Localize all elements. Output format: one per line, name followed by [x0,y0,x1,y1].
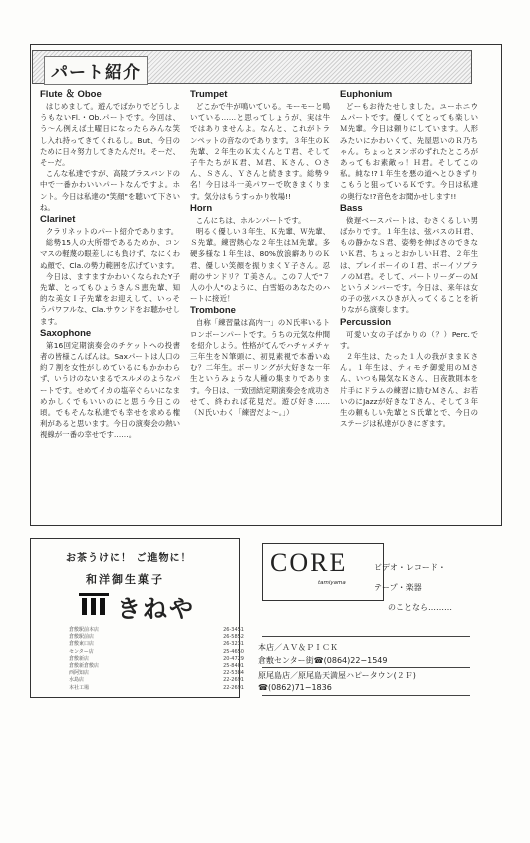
core-services [374,558,452,618]
kineya-branch-name: センター店 [69,648,94,655]
core-divider-3 [262,695,470,696]
flute-paragraph-1: はじめまして。遊んでばかりでどうしようもないFl.・Ob.パートです。今回は、う〜ん例えば土曜日になったらみんな笑し入れ持ってきてくれるし。But、今日のために日々努力してきたんだ!!。そーだ、そーだ。 [40,102,180,168]
bass-heading: Bass [340,202,363,214]
kineya-branch-row [69,685,244,692]
kineya-branch-name: 倉敷新倉敷店 [69,663,100,670]
trumpet-paragraph-1: どこかで牛が鳴いている。モーモーと鳴いている……と思ってしょうが、実は牛ではありませんよ。なんと、これがトランペットの音なのであります。３年生のＫ先輩、２年生のＫ太くんとＴ君、そして子牛たちがＫ君、Ｍ君、Ｋさん、Ｏさん、Ｓさん、Ｙさんと続きます。総勢９名！今日は斗一美パワーで吹きまくります。気分はもうすっかり牧場!! [190,102,330,201]
kineya-branch-tel: 22-2691 [223,677,244,684]
clarinet-heading: Clarinet [40,214,76,226]
kineya-branch-tel: 25-8401 [223,663,244,670]
kineya-branch-tel: 26-3231 [223,641,244,648]
kineya-branch-tel: 25-4650 [223,648,244,655]
kineya-branch-name: 水島店 [69,677,85,684]
kineya-branch-tel: 26-5852 [223,634,244,641]
core-service-2: テープ・楽器 [374,583,422,592]
saxophone-heading: Saxophone [40,327,92,339]
clarinet-paragraph-1: クラリネットのパート紹介であります。 [45,227,179,237]
kineya-branch-row [69,663,244,670]
percussion-paragraph-2: ２年生は、たった１人の我がままＫさん。１年生は、ティモチ御愛用のＭさん、いつも陽気なＫさん、日夜教則本を片手にドラムの練習に励むＭさん、お若いのにJazzが好きなＴさん、そして３年生の頼もしい先輩とＳ氏輩とで、今日のステージは私達がひきにぎます。 [340,352,478,429]
horn-heading: Horn [190,202,213,214]
trombone-paragraph-1: 自称「練習量は高内一」のＮ氏率いるトロンボーンパートです。うちの元気な仲間を紹介しよう。性格がてんでハチャメチャ三年生をＮ筆頭に、初見素視で本番いぬむ？二年生。ボーリングが大好きな一年生というみょうな人種の集まりであります。今日は、一致団結定期演奏会を成功させて、終われば花見だ。遊び好き……（Ｎ氏いわく「練習だよ～。」） [190,318,330,418]
core-sub-logo: tamiyama [318,580,346,586]
euphonium-heading: Euphonium [340,89,393,100]
percussion-paragraph-1: 可愛い女の子ばかりの（？）Perc.です。 [340,329,478,350]
kineya-branch-row [69,656,244,663]
core-service-3: のことなら……… [388,603,452,612]
kineya-branch-name: 倉敷新店 [69,655,90,662]
column-1 [40,88,180,441]
kineya-branch-list [69,627,244,692]
kineya-branch-name: 本社工場 [69,684,90,691]
clarinet-paragraph-2: 総勢15人の大所帯であるためか、コンマスの軽蔑の眼差しにも負けず、なにくわぬ顔で、Cla.の勢力範囲を広げています。 [40,238,180,270]
page-title: パート紹介 [44,56,148,85]
core-shop-3: 原尾島店／原尾島天満屋ハピータウン(２Ｆ) [258,671,416,680]
horn-paragraph-1: こんにちは、ホルンパートです。 [195,215,306,225]
kineya-category: 和洋御生菓子 [86,573,164,586]
clarinet-paragraph-3: 今日は、ますますかわいくなられたY子先輩、とってもひょうきんＳ恵先輩、知的な美女Ｉ子先輩をお迎えして、いっそうパワフルな、Cla.サウンドをお聴かせします。 [40,271,180,326]
core-service-1: ビデオ・レコード・ [374,563,446,572]
kineya-branch-name: 西阿知店 [69,670,90,677]
kineya-branch-name: 倉敷東口店 [69,641,95,648]
kineya-branch-row [69,649,244,656]
horn-paragraph-2: 明るく優しい３年生、Ｋ先輩、Ｗ先輩、Ｓ先輩。練習熱心な２年生はＭ先輩。多硬多様な１年生は、80%放浪癖ありのＫ君、優しい笑顔を振りまくＹ子さん。忍耐のサンドリ？Ｔ美さん。この７人で"７人の小人"のように、白雪姫のあなたのハートに接近！ [190,227,330,304]
kineya-branch-row [69,670,244,677]
core-divider-1 [262,636,470,637]
core-logo: CORE [270,548,348,577]
flute-paragraph-2: こんな私達ですが、高陵ブラスバンドの中で一番かわいいパートなんですよ。ホント。今日は私達の"笑顔"を聴いて下さいね。 [40,169,180,212]
core-divider-2 [262,667,470,668]
euphonium-paragraph-1: どーもお待たせしました。ユーホニウムパートです。優しくてとっても楽しいＭ先輩。今日は頼りにしています。人形みたいにかわいくて、先屋思いのＲ乃ちゃん。ちょっとヌンボのずれたところがあってもお素敵っ！Ｈ君。そしてこの私。純な!?１年生を悪の道へとひきずりこもうと狙っているＫです。今日は私達の奥行な!?音色をお聞かせします!! [340,102,478,201]
saxophone-paragraph-1: 第16回定期演奏会のチケットへの投書者の皆様こんばんは。Saxパートは人口の約７割を女性がしめているにもかかわらず、いうけのないまるでスルメのようなパートです。せめてイカの塩辛ぐらいになまめかしくでもいいのにと思う今日この頃。でもそんな私達でも幸せを求める権利があると思います。今日の演奏会の熱い視線が一番の幸せです……。 [40,340,180,440]
kineya-name: きねや [117,595,195,623]
kineya-branch-row [69,677,244,684]
kineya-branch-tel: 22-5384 [223,670,244,677]
bass-paragraph-1: 倹遅ベースパートは、むさくるしい男ばかりです。１年生は、弦バスのＨ君、もの静かなＳ君、姿勢を伸ばさのできないＫ君、ちょっとおかしいＨ君、２年生は、プレイボーイのＩ君、ボーイソプラノのＭ君。そして、パートリーダーのＭというメンバーです。今日は、来年は女の子の弦バスひきが入ってくることを祈りながら演奏します。 [340,215,478,315]
core-shop-1: 本店／ＡＶ＆ＰＩＣＫ [258,643,338,652]
kineya-tagline: お茶うけに！ ご進物に！ [66,553,192,564]
kineya-branch-tel: 20-4729 [223,655,244,662]
percussion-heading: Percussion [340,316,392,328]
trombone-heading: Trombone [190,305,236,317]
kineya-branch-name: 倉敷駅前本店 [69,627,100,633]
kineya-branch-row [69,641,244,648]
core-shop-2: 倉敷センター街☎(0864)22−1549 [258,656,388,665]
column-2 [190,88,330,418]
flute-heading: Flute ＆ Oboe [40,89,102,100]
column-3 [340,88,478,429]
kineya-branch-row [69,627,244,634]
trumpet-heading: Trumpet [190,89,228,100]
kineya-branch-row [69,634,244,641]
core-shop-4: ☎(0862)71−1836 [258,683,332,692]
kineya-branch-tel: 26-3451 [223,627,244,633]
kineya-logo-icon [79,593,109,615]
kineya-branch-name: 倉敷駅前店 [69,634,95,641]
kineya-branch-tel: 22-2691 [223,684,244,691]
kineya-ad [30,538,244,698]
